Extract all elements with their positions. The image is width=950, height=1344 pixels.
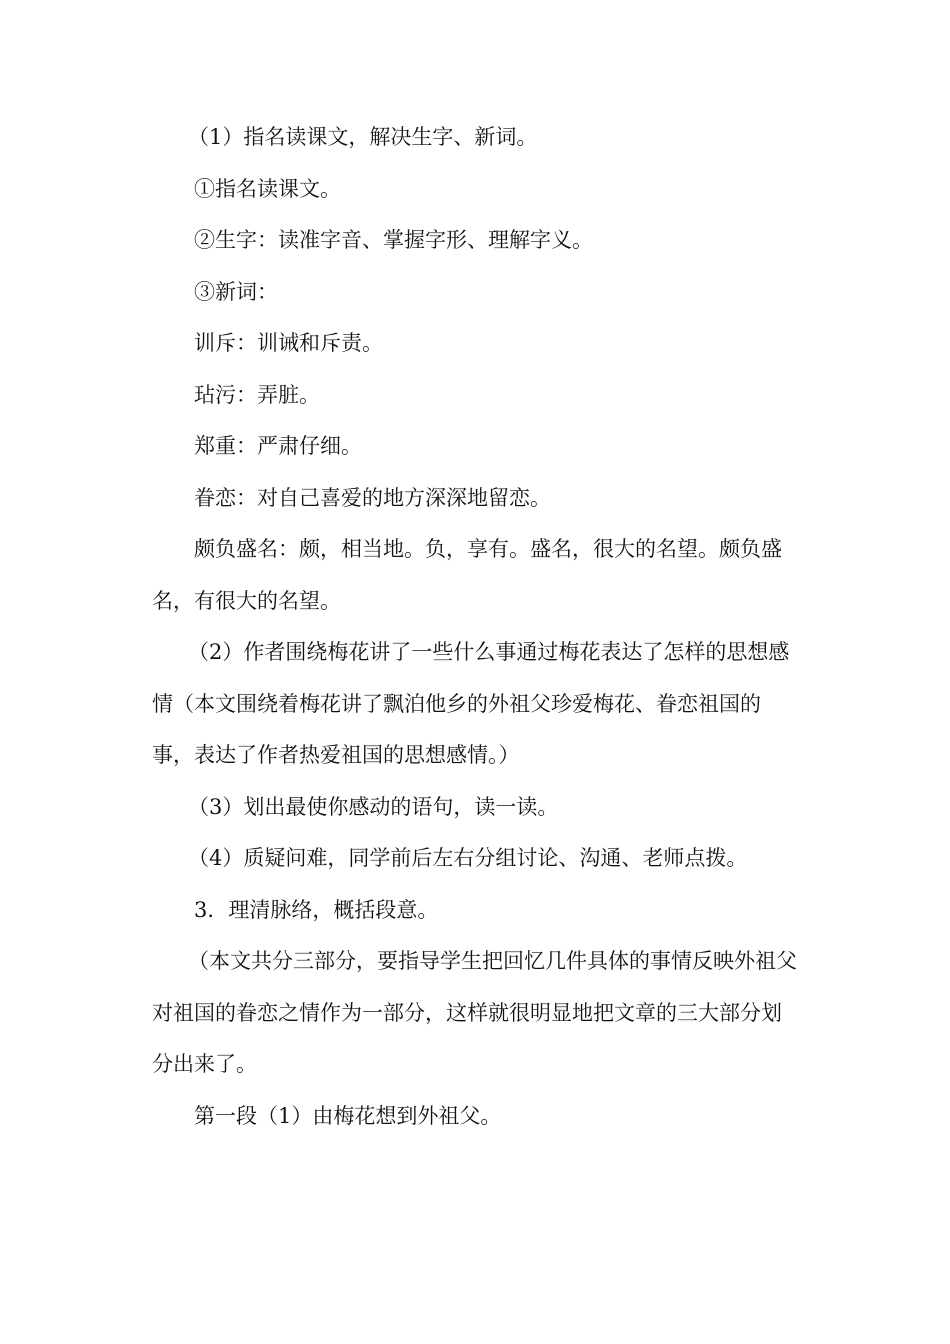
document-body [152,112,802,1142]
paragraph-step-2: （2）作者围绕梅花讲了一些什么事通过梅花表达了怎样的思想感情（本文围绕着梅花讲了飘泊他乡的外祖父珍爱梅花、眷恋祖国的事，表达了作者热爱祖国的思想感情。） [152,640,790,767]
paragraph-word-juanlian: 眷恋：对自己喜爱的地方深深地留恋。 [194,485,551,510]
paragraph-part-one: 第一段（1）由梅花想到外祖父。 [194,1103,502,1128]
paragraph-word-xunchi: 训斥：训诫和斥责。 [194,331,383,355]
paragraph-section-3: 3．理清脉络，概括段意。 [194,897,439,922]
paragraph-new-words: ③新词： [194,279,278,304]
paragraph-structure-note: （本文共分三部分，要指导学生把回忆几件具体的事情反映外祖父对祖国的眷恋之情作为一部分，这样就很明显地把文章的三大部分划分出来了。 [152,949,797,1076]
paragraph-step-3: （3）划出最使你感动的语句，读一读。 [188,794,559,819]
paragraph-read-text: ①指名读课文。 [194,176,341,201]
paragraph-word-zhengzhong: 郑重：严肃仔细。 [194,434,362,458]
paragraph-new-characters: ②生字：读准字音、掌握字形、理解字义。 [194,228,593,252]
paragraph-step-1: （1）指名读课文，解决生字、新词。 [188,125,538,149]
paragraph-word-pofushengming: 颇负盛名：颇，相当地。负，享有。盛名，很大的名望。颇负盛名，有很大的名望。 [152,537,782,613]
paragraph-word-dianwu: 玷污：弄脏。 [194,382,320,407]
paragraph-step-4: （4）质疑问难，同学前后左右分组讨论、沟通、老师点拨。 [188,846,748,870]
